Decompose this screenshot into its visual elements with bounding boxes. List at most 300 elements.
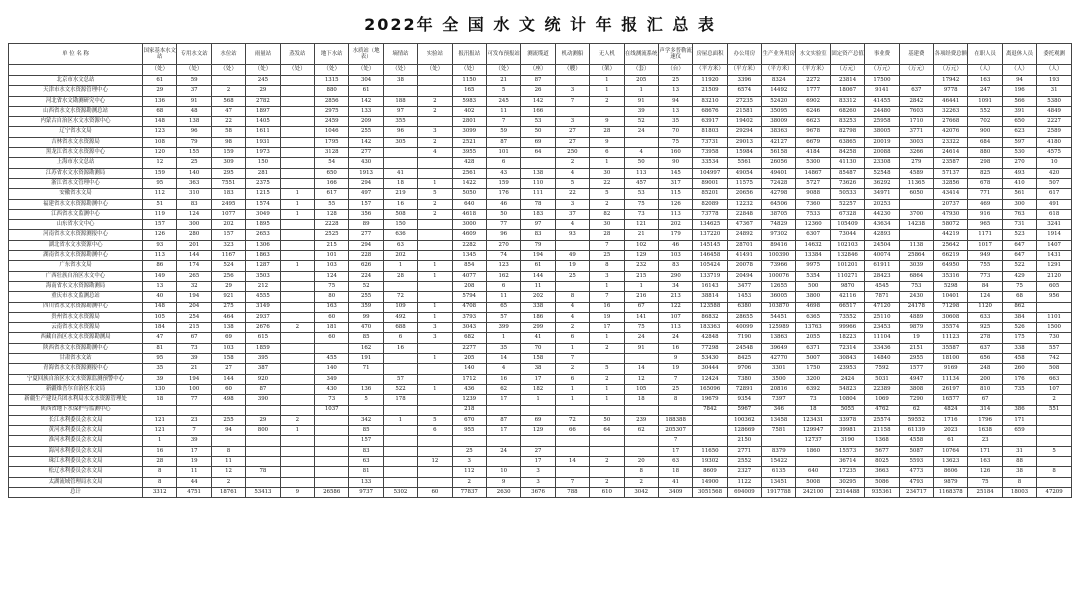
table-cell: 3700 [899, 209, 933, 219]
table-cell: 2 [555, 323, 589, 333]
table-cell: 500 [796, 281, 830, 291]
row-unit-name: 天津市水文水资源管理中心 [9, 86, 143, 96]
unit-label [9, 65, 143, 76]
table-cell: 1500 [1037, 323, 1072, 333]
table-cell: 144 [177, 251, 211, 261]
table-cell: 7581 [762, 426, 796, 436]
table-cell: 73778 [693, 209, 727, 219]
table-cell: 109 [383, 302, 417, 312]
table-cell: 165 [452, 86, 486, 96]
summary-table [8, 43, 1072, 498]
table-cell: 4849 [1037, 106, 1072, 116]
table-cell: 16143 [693, 281, 727, 291]
table-cell: 61139 [899, 426, 933, 436]
table-cell [280, 271, 314, 281]
table-cell: 85 [349, 333, 383, 343]
header-row [9, 44, 1072, 65]
table-cell: 1 [418, 261, 452, 271]
table-cell: 2314488 [830, 487, 864, 497]
table-cell: 2228 [315, 220, 349, 230]
table-cell: 255 [211, 415, 245, 425]
table-cell: 8 [590, 261, 624, 271]
table-cell: 17 [486, 426, 520, 436]
column-header: 固定资产总值 [830, 44, 864, 65]
table-cell: 3 [418, 323, 452, 333]
table-cell: 44230 [865, 209, 899, 219]
table-cell: 18 [143, 395, 177, 405]
table-cell [349, 374, 383, 384]
table-cell: 124 [968, 292, 1002, 302]
column-header: 事业费 [865, 44, 899, 65]
table-cell: 94 [1002, 76, 1036, 86]
table-cell: 24 [658, 333, 692, 343]
table-cell: 33534 [693, 158, 727, 168]
table-cell [590, 446, 624, 456]
table-cell [315, 456, 349, 466]
table-cell: 1287 [246, 261, 280, 271]
unit-label: （处） [211, 65, 245, 76]
table-cell: 305 [383, 137, 417, 147]
table-cell: 557 [1037, 343, 1072, 353]
table-cell: 3955 [452, 148, 486, 158]
table-cell: 212 [246, 281, 280, 291]
table-cell [349, 405, 383, 415]
table-cell: 9778 [934, 86, 968, 96]
table-cell: 20737 [934, 199, 968, 209]
table-cell: 925 [968, 323, 1002, 333]
table-cell: 41491 [727, 251, 761, 261]
table-cell: 126 [968, 467, 1002, 477]
table-cell: 215 [624, 271, 658, 281]
table-cell: 7380 [727, 374, 761, 384]
table-cell [315, 467, 349, 477]
table-cell: 179 [658, 230, 692, 240]
table-cell: 33436 [865, 343, 899, 353]
table-cell: 81 [143, 343, 177, 353]
table-cell: 24548 [727, 343, 761, 353]
table-cell: 14492 [762, 86, 796, 96]
table-row [9, 96, 1072, 106]
table-cell: 69 [521, 137, 555, 147]
table-cell: 38 [383, 76, 417, 86]
table-cell: 24614 [934, 148, 968, 158]
table-cell [280, 456, 314, 466]
table-cell: 5 [349, 395, 383, 405]
table-cell: 277 [349, 148, 383, 158]
column-header: 地下水站 [315, 44, 349, 65]
table-cell: 61 [143, 76, 177, 86]
table-cell: 1017 [968, 240, 1002, 250]
table-cell: 507 [1037, 178, 1072, 188]
table-cell: 98 [211, 137, 245, 147]
table-cell [280, 240, 314, 250]
table-cell: 688 [383, 323, 417, 333]
table-cell: 26 [521, 86, 555, 96]
table-cell: 132846 [830, 251, 864, 261]
table-cell [280, 117, 314, 127]
table-cell: 3 [555, 199, 589, 209]
column-header: 测流缆道 [521, 44, 555, 65]
table-cell: 178 [383, 395, 417, 405]
table-cell: 162 [349, 343, 383, 353]
table-cell: 162 [486, 271, 520, 281]
table-cell: 3793 [452, 312, 486, 322]
table-cell: 640 [452, 199, 486, 209]
table-cell: 73552 [830, 312, 864, 322]
table-cell: 101201 [830, 261, 864, 271]
table-cell: 359 [349, 302, 383, 312]
table-cell: 24 [624, 333, 658, 343]
table-cell: 46441 [934, 96, 968, 106]
table-cell [383, 446, 417, 456]
table-cell: 25 [452, 446, 486, 456]
table-cell: 11575 [727, 178, 761, 188]
table-cell: 1 [280, 426, 314, 436]
table-cell: 4545 [865, 281, 899, 291]
table-cell: 2430 [899, 292, 933, 302]
table-cell: 7 [177, 426, 211, 436]
table-cell: 9 [486, 477, 520, 487]
table-row [9, 209, 1072, 219]
table-cell: 309 [211, 158, 245, 168]
table-cell: 623 [1002, 127, 1036, 137]
table-cell: 524 [211, 261, 245, 271]
table-cell: 38 [521, 364, 555, 374]
table-cell: 428 [452, 158, 486, 168]
table-cell [383, 436, 417, 446]
table-cell: 1422 [452, 178, 486, 188]
unit-label: （万元） [830, 65, 864, 76]
table-cell: 3266 [899, 148, 933, 158]
table-cell: 11123 [934, 333, 968, 343]
table-cell: 202 [211, 220, 245, 230]
table-cell: 101 [486, 148, 520, 158]
table-cell: 12232 [727, 199, 761, 209]
table-cell: 7190 [727, 333, 761, 343]
table-cell: 101 [315, 251, 349, 261]
table-cell: 659 [1002, 426, 1036, 436]
table-cell [1037, 456, 1072, 466]
table-cell: 17500 [865, 76, 899, 86]
table-cell: 900 [968, 127, 1002, 137]
table-cell: 53430 [693, 354, 727, 364]
table-cell: 87 [486, 137, 520, 147]
table-cell: 48 [177, 106, 211, 116]
table-cell: 436 [452, 384, 486, 394]
table-cell: 1168378 [934, 487, 968, 497]
table-cell [315, 426, 349, 436]
table-cell: 23308 [865, 158, 899, 168]
table-cell [590, 405, 624, 415]
table-cell: 522 [1002, 261, 1036, 271]
table-cell: 7 [486, 117, 520, 127]
table-row [9, 148, 1072, 158]
table-cell: 49 [555, 251, 589, 261]
table-cell [418, 220, 452, 230]
table-cell: 23814 [830, 76, 864, 86]
table-cell: 22 [590, 178, 624, 188]
table-cell: 810 [968, 384, 1002, 394]
table-cell: 23322 [934, 137, 968, 147]
table-cell: 26586 [315, 487, 349, 497]
table-cell [383, 148, 417, 158]
table-cell: 1 [486, 333, 520, 343]
table-cell: 14 [624, 364, 658, 374]
table-cell: 17942 [934, 76, 968, 86]
table-cell: 94 [211, 426, 245, 436]
table-cell: 73044 [830, 230, 864, 240]
table-cell: 3771 [899, 127, 933, 137]
table-cell: 1 [280, 261, 314, 271]
table-cell: 46 [486, 199, 520, 209]
table-cell: 1 [280, 199, 314, 209]
table-cell: 41 [658, 477, 692, 487]
table-cell: 2424 [830, 374, 864, 384]
unit-label: （处） [143, 65, 177, 76]
table-cell: 6864 [899, 271, 933, 281]
unit-label: （人） [1037, 65, 1072, 76]
unit-label: （艘） [555, 65, 589, 76]
table-cell: 41130 [830, 158, 864, 168]
table-cell: 85487 [830, 168, 864, 178]
table-cell [899, 199, 933, 209]
table-cell [383, 354, 417, 364]
table-cell: 1859 [246, 343, 280, 353]
table-cell: 69 [521, 415, 555, 425]
table-cell: 21158 [865, 426, 899, 436]
column-header-unit-name: 单 位 名 称 [9, 44, 143, 65]
table-cell [590, 354, 624, 364]
table-row [9, 323, 1072, 333]
table-cell: 9 [658, 354, 692, 364]
table-cell: 119 [143, 209, 177, 219]
table-cell [280, 86, 314, 96]
table-cell: 920 [246, 374, 280, 384]
table-cell: 11134 [934, 374, 968, 384]
table-cell: 84258 [830, 148, 864, 158]
table-cell: 47 [143, 333, 177, 343]
table-cell: 3312 [143, 487, 177, 497]
table-cell: 12 [624, 374, 658, 384]
table-cell: 5050 [452, 189, 486, 199]
table-cell [211, 76, 245, 86]
table-cell: 123588 [693, 302, 727, 312]
table-cell: 12 [211, 467, 245, 477]
table-cell: 1 [624, 281, 658, 291]
table-cell: 773 [968, 271, 1002, 281]
table-cell: 59 [177, 76, 211, 86]
table-cell: 1 [418, 354, 452, 364]
table-cell: 8425 [727, 354, 761, 364]
table-cell: 86832 [693, 312, 727, 322]
table-cell: 171 [1002, 415, 1036, 425]
table-cell: 47930 [934, 209, 968, 219]
row-unit-name: 河南省水文水资源测报中心 [9, 230, 143, 240]
table-cell: 37 [177, 86, 211, 96]
table-cell: 3409 [658, 487, 692, 497]
table-cell: 40 [143, 292, 177, 302]
table-cell: 30444 [693, 364, 727, 374]
table-cell: 2653 [246, 230, 280, 240]
table-cell: 62 [486, 384, 520, 394]
table-cell: 1431 [1037, 251, 1072, 261]
table-cell: 1574 [246, 199, 280, 209]
table-cell: 4824 [934, 405, 968, 415]
unit-label: （处） [452, 65, 486, 76]
table-cell [280, 251, 314, 261]
table-cell: 2630 [486, 487, 520, 497]
table-cell: 16 [383, 199, 417, 209]
table-cell [418, 446, 452, 456]
table-cell: 205307 [658, 426, 692, 436]
table-cell: 75 [315, 281, 349, 291]
table-cell: 71 [349, 364, 383, 374]
table-cell: 491 [1037, 199, 1072, 209]
table-row [9, 405, 1072, 415]
table-cell: 102 [624, 240, 658, 250]
table-cell: 3 [590, 271, 624, 281]
table-cell [418, 405, 452, 415]
table-cell: 20816 [762, 384, 796, 394]
table-cell: 455 [315, 354, 349, 364]
table-cell: 3477 [727, 281, 761, 291]
table-cell: 21 [624, 230, 658, 240]
table-cell: 391 [1002, 106, 1036, 116]
table-cell: 54823 [830, 384, 864, 394]
table-cell: 60 [315, 333, 349, 343]
table-cell: 72 [555, 415, 589, 425]
table-cell: 73966 [762, 261, 796, 271]
table-cell: 3 [521, 467, 555, 477]
table-cell: 626 [349, 261, 383, 271]
table-cell: 171 [968, 446, 1002, 456]
table-cell: 2272 [796, 76, 830, 86]
table-cell [315, 436, 349, 446]
table-cell [383, 477, 417, 487]
table-cell [383, 405, 417, 415]
table-cell: 82089 [693, 199, 727, 209]
table-cell: 28 [590, 230, 624, 240]
table-cell: 636 [383, 230, 417, 240]
table-cell: 742 [1037, 354, 1072, 364]
table-cell: 78 [521, 199, 555, 209]
table-cell: 2521 [452, 137, 486, 147]
table-cell: 159 [211, 148, 245, 158]
table-cell: 47209 [1037, 487, 1072, 497]
table-cell: 219 [383, 189, 417, 199]
table-cell: 107 [658, 312, 692, 322]
table-cell: 79 [521, 240, 555, 250]
table-cell: 11 [486, 292, 520, 302]
table-cell: 300 [1002, 199, 1036, 209]
table-cell [211, 436, 245, 446]
table-cell [280, 405, 314, 415]
table-cell: 25 [555, 271, 589, 281]
table-cell: 640 [796, 467, 830, 477]
page-title: 2022年 全 国 水 文 统 计 年 报 汇 总 表 [364, 15, 716, 34]
unit-label: （处） [177, 65, 211, 76]
table-cell: 310 [177, 189, 211, 199]
row-unit-name: 淮河水利委员会水文局 [9, 436, 143, 446]
table-row [9, 312, 1072, 322]
table-row [9, 281, 1072, 291]
table-cell: 949 [968, 251, 1002, 261]
table-cell: 430 [315, 384, 349, 394]
table-cell: 387 [246, 364, 280, 374]
table-cell [418, 230, 452, 240]
table-cell: 7533 [796, 209, 830, 219]
table-cell: 10764 [934, 446, 968, 456]
table-cell: 755 [968, 261, 1002, 271]
table-cell: 4555 [246, 292, 280, 302]
table-cell: 29 [143, 86, 177, 96]
table-cell: 141 [624, 312, 658, 322]
table-cell: 87 [521, 76, 555, 86]
table-cell: 90 [658, 158, 692, 168]
table-cell: 186 [521, 312, 555, 322]
table-cell: 8 [1037, 467, 1072, 477]
table-cell: 57 [383, 374, 417, 384]
table-cell: 10 [1037, 158, 1072, 168]
table-cell: 2 [555, 158, 589, 168]
table-cell: 111 [521, 189, 555, 199]
table-cell: 530 [1002, 148, 1036, 158]
table-cell: 65 [486, 302, 520, 312]
table-cell: 100362 [727, 415, 761, 425]
table-cell [1037, 302, 1072, 312]
table-cell: 1914 [1037, 230, 1072, 240]
table-cell: 91 [624, 96, 658, 106]
table-cell: 1037 [315, 405, 349, 415]
table-cell: 183 [211, 189, 245, 199]
table-body [9, 76, 1072, 498]
table-cell: 148 [143, 302, 177, 312]
row-unit-name: 上海市水文总站 [9, 158, 143, 168]
table-cell: 13 [658, 106, 692, 116]
table-cell: 647 [1002, 240, 1036, 250]
row-unit-name: 甘肃省水文站 [9, 354, 143, 364]
table-cell: 124 [315, 271, 349, 281]
table-cell: 19402 [727, 117, 761, 127]
table-cell: 107 [1037, 384, 1072, 394]
table-cell [590, 436, 624, 446]
table-cell [555, 76, 589, 86]
table-cell [280, 168, 314, 178]
table-cell: 1122 [727, 477, 761, 487]
table-cell [521, 158, 555, 168]
table-cell: 4077 [452, 271, 486, 281]
unit-label: （处） [246, 65, 280, 76]
table-cell: 12 [143, 158, 177, 168]
table-cell [280, 384, 314, 394]
row-unit-name: 江苏省水文水资源勘测局 [9, 168, 143, 178]
table-row [9, 199, 1072, 209]
table-cell: 72891 [727, 384, 761, 394]
table-cell: 23587 [934, 158, 968, 168]
table-cell: 5967 [727, 405, 761, 415]
table-cell: 955 [452, 426, 486, 436]
table-cell: 13384 [796, 251, 830, 261]
table-cell: 75 [968, 477, 1002, 487]
table-cell: 19 [899, 333, 933, 343]
table-cell [1037, 477, 1072, 487]
table-cell: 140 [315, 364, 349, 374]
table-cell: 10 [486, 467, 520, 477]
table-cell: 103 [315, 261, 349, 271]
table-cell: 42848 [693, 333, 727, 343]
table-cell: 202 [658, 220, 692, 230]
table-cell: 53413 [246, 487, 280, 497]
